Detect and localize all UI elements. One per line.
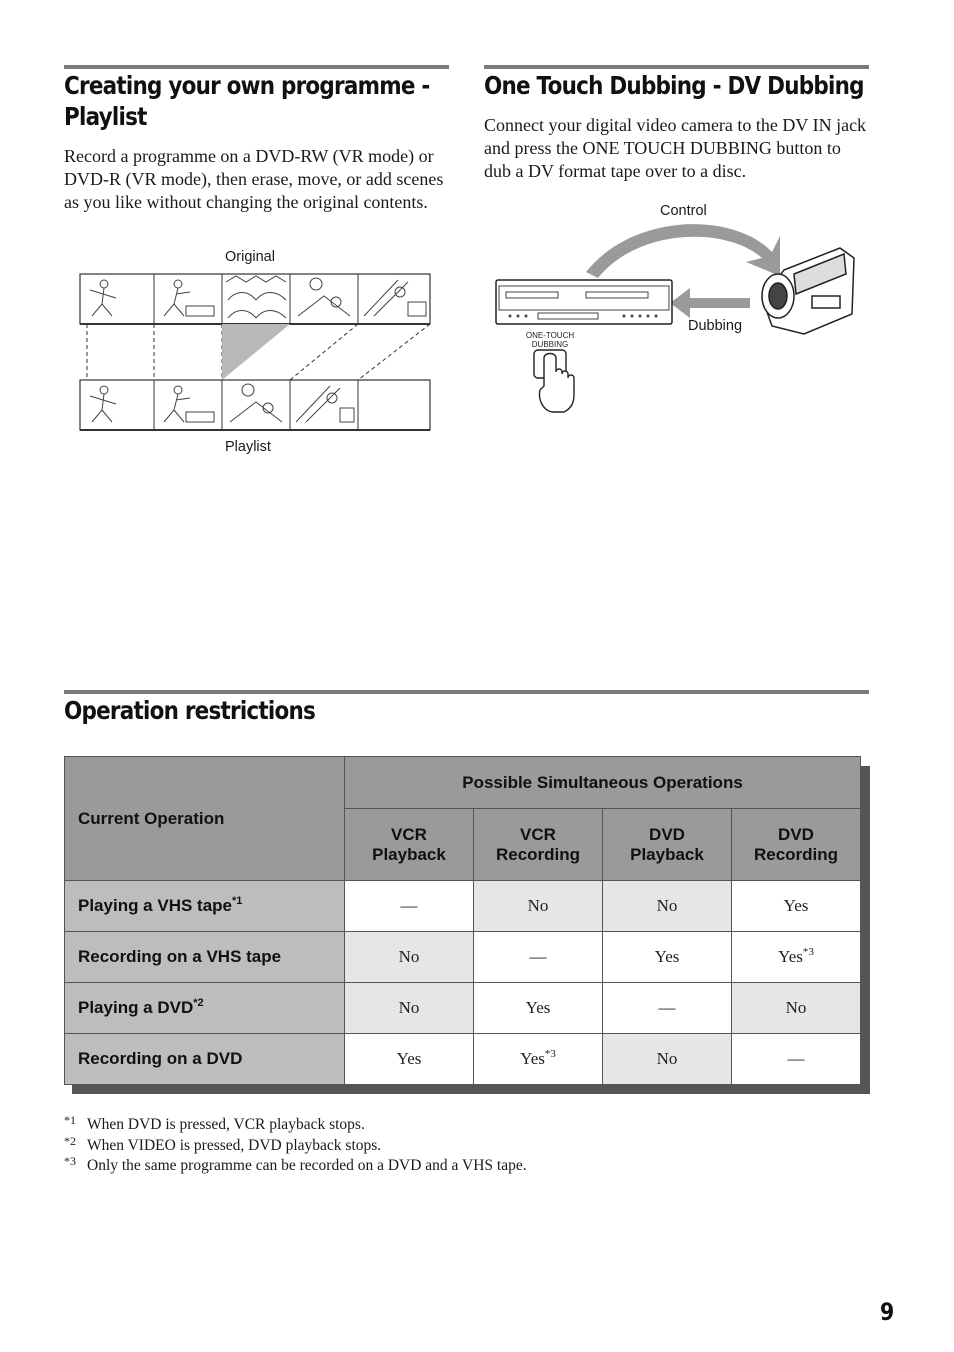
cell-mark: *3 <box>802 946 814 958</box>
table-cell <box>345 881 474 932</box>
column-header-line2: Recording <box>495 844 581 864</box>
section-rule-playlist <box>64 65 449 69</box>
footnote-mark: *3 <box>64 1154 76 1168</box>
row-label <box>65 1034 345 1085</box>
row-label-text: Playing a VHS tape <box>78 896 232 915</box>
table-cell <box>474 983 603 1034</box>
cell-value: — <box>787 1049 805 1068</box>
footnote-3 <box>64 1154 527 1175</box>
table-cell <box>603 1034 732 1085</box>
dubbing-body: Connect your digital video camera to the DV IN jack and press the ONE TOUCH DUBBING button to dub a DV format tape over to a disc. <box>484 115 867 181</box>
footnote-text: Only the same programme can be recorded on a DVD and a VHS tape. <box>87 1157 527 1174</box>
cell-value: Yes <box>396 1049 422 1068</box>
table-cell <box>474 1034 603 1085</box>
footnote-mark: *2 <box>64 1134 76 1148</box>
dubbing-title: One Touch Dubbing - DV Dubbing <box>484 71 864 100</box>
playlist-body: Record a programme on a DVD-RW (VR mode) or DVD-R (VR mode), then erase, move, or add scenes as you like without changing the original contents. <box>64 146 444 212</box>
original-film-strip <box>80 274 430 324</box>
table-cell <box>603 881 732 932</box>
figure-label-playlist: Playlist <box>225 439 271 455</box>
cell-value: No <box>785 998 807 1017</box>
table-row <box>65 881 861 932</box>
cell-value: No <box>656 896 678 915</box>
figure-label-original: Original <box>225 249 275 265</box>
column-header-dvd-playback <box>603 809 732 881</box>
table-cell <box>474 932 603 983</box>
section-rule-restrictions <box>64 690 869 694</box>
table-cell <box>345 983 474 1034</box>
playlist-title-line2: Playlist <box>64 102 147 131</box>
table-cell <box>732 932 861 983</box>
table-cell <box>603 932 732 983</box>
cell-value: — <box>658 998 676 1017</box>
column-header-line2: Playback <box>630 844 704 864</box>
cell-value: No <box>527 896 549 915</box>
table-cell <box>345 1034 474 1085</box>
cell-value: Yes <box>654 947 680 966</box>
cell-mark: *3 <box>544 1048 556 1060</box>
column-header-line1: DVD <box>778 824 814 844</box>
section-rule-dubbing <box>484 65 869 69</box>
button-label-line2: DUBBING <box>531 340 569 349</box>
figure-label-control: Control <box>660 203 707 219</box>
cell-value: Yes <box>520 1049 545 1068</box>
control-arrow <box>586 224 780 278</box>
column-header-dvd-recording <box>732 809 861 881</box>
button-label-line1: ONE-TOUCH <box>525 331 575 340</box>
table-row <box>65 983 861 1034</box>
column-header-line1: VCR <box>391 824 427 844</box>
row-label <box>65 881 345 932</box>
cell-value: — <box>529 947 547 966</box>
row-label-text: Recording on a DVD <box>78 1049 243 1068</box>
column-header-vcr-playback <box>345 809 474 881</box>
row-label-text: Recording on a VHS tape <box>78 947 282 966</box>
playlist-film-strip <box>80 380 430 430</box>
table-cell <box>474 881 603 932</box>
dubbing-arrow <box>670 288 750 318</box>
cell-value: No <box>398 998 420 1017</box>
group-header: Possible Simultaneous Operations <box>345 757 861 809</box>
column-header-line1: VCR <box>520 824 556 844</box>
operation-restrictions-table <box>64 756 861 1085</box>
cell-value: — <box>400 896 418 915</box>
footnote-text: When DVD is pressed, VCR playback stops. <box>87 1116 365 1133</box>
cell-value: Yes <box>783 896 809 915</box>
cell-value: No <box>398 947 420 966</box>
playlist-diagram <box>78 272 434 434</box>
one-touch-dubbing-button <box>534 350 574 412</box>
column-header-line2: Recording <box>753 844 839 864</box>
restrictions-title: Operation restrictions <box>64 696 316 725</box>
footnote-2 <box>64 1134 381 1155</box>
row-label-mark: *1 <box>232 895 243 907</box>
dvd-vcr-recorder <box>496 280 672 324</box>
table-cell <box>345 932 474 983</box>
table-cell <box>603 983 732 1034</box>
playlist-title-line1: Creating your own programme - <box>64 71 430 100</box>
table-row <box>65 1034 861 1085</box>
footnote-mark: *1 <box>64 1113 76 1127</box>
removed-scene-wedge <box>222 324 290 380</box>
page-number: 9 <box>880 1298 895 1326</box>
row-label <box>65 932 345 983</box>
row-label-mark: *2 <box>193 997 204 1009</box>
cell-value: Yes <box>778 947 803 966</box>
row-label-text: Playing a DVD <box>78 998 194 1017</box>
table-cell <box>732 983 861 1034</box>
figure-label-dubbing: Dubbing <box>688 318 743 334</box>
cell-value: Yes <box>525 998 551 1017</box>
table-cell <box>732 1034 861 1085</box>
footnote-1 <box>64 1113 365 1134</box>
row-label <box>65 983 345 1034</box>
column-header-vcr-recording <box>474 809 603 881</box>
table-row <box>65 932 861 983</box>
column-header-line1: DVD <box>649 824 685 844</box>
footnote-text: When VIDEO is pressed, DVD playback stops. <box>87 1137 382 1154</box>
cell-value: No <box>656 1049 678 1068</box>
column-header-line2: Playback <box>372 844 446 864</box>
table-cell <box>732 881 861 932</box>
dubbing-diagram <box>494 218 856 418</box>
corner-header: Current Operation <box>65 757 345 881</box>
